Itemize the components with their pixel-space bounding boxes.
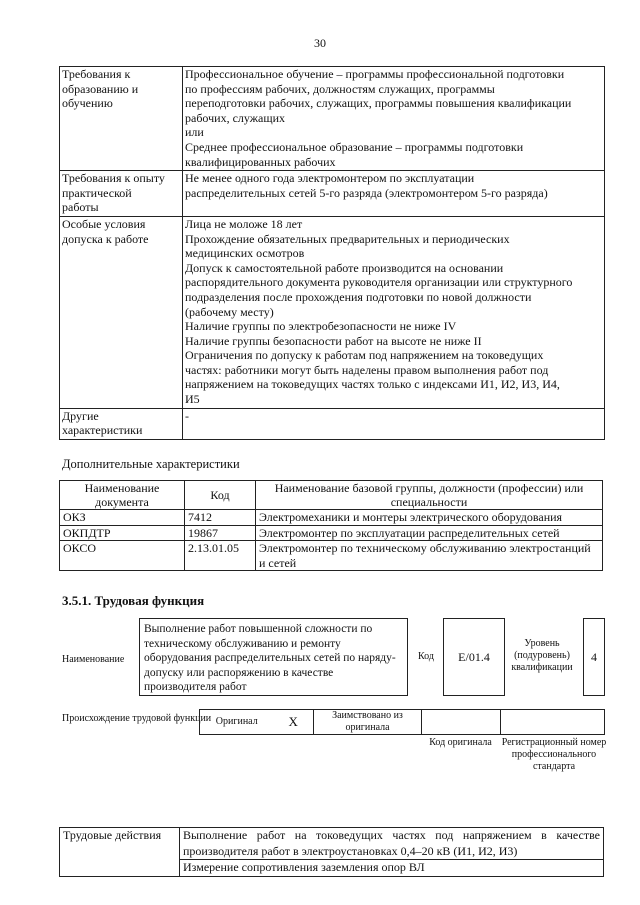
content-line: Ограничения по допуску к работам под напряжением на токоведущих bbox=[185, 348, 544, 363]
content-line: распределительных сетей 5-го разряда (электромонтером 5-го разряда) bbox=[185, 185, 548, 200]
code-original-label: Код оригинала bbox=[429, 737, 492, 748]
page-number: 30 bbox=[314, 36, 326, 50]
qualification-level-box: 4 bbox=[583, 618, 605, 696]
code-cell: 7412 bbox=[185, 510, 256, 526]
labor-action-item: Выполнение работ на токоведущих частях под напряжением в качестве производителя работ в электроустановках 0,4–20 кВ (И1, И2, И3) bbox=[180, 828, 604, 860]
requirement-label bbox=[60, 171, 183, 217]
header-group-name: Наименование базовой группы, должности (профессии) или специальности bbox=[256, 481, 603, 510]
requirement-label bbox=[60, 67, 183, 171]
requirement-content bbox=[183, 67, 605, 171]
group-name-cell: Электромонтер по эксплуатации распределительных сетей bbox=[256, 525, 603, 541]
table-row bbox=[60, 67, 605, 171]
label-line: Требования к bbox=[62, 67, 131, 81]
labor-actions-label: Трудовые действия bbox=[60, 828, 180, 877]
content-line: Допуск к самостоятельной работе производится на основании bbox=[185, 260, 504, 275]
requirement-content bbox=[183, 216, 605, 408]
content-line: Наличие группы безопасности работ на высоте не ниже II bbox=[185, 333, 482, 348]
header-code: Код bbox=[185, 481, 256, 510]
labor-actions-table bbox=[59, 827, 604, 877]
content-line: И5 bbox=[185, 392, 200, 407]
content-line: медицинских осмотров bbox=[185, 246, 305, 261]
content-line: (рабочему месту) bbox=[185, 304, 274, 319]
name-label: Наименование bbox=[62, 654, 125, 665]
borrowed-label: Заимствовано из оригинала bbox=[314, 710, 422, 735]
original-mark: X bbox=[274, 710, 314, 735]
content-line: Профессиональное обучение – программы профессиональной подготовки bbox=[185, 67, 565, 81]
requirement-content bbox=[183, 171, 605, 217]
content-line: - bbox=[185, 408, 189, 423]
requirement-label bbox=[60, 408, 183, 439]
content-line: частях: работники могут быть наделены правом выполнения работ под bbox=[185, 362, 549, 377]
origin-table bbox=[199, 709, 605, 735]
content-line: по профессиям рабочих, должностям служащих, программы bbox=[185, 81, 495, 96]
origin-label: Происхождение трудовой функции bbox=[62, 713, 212, 724]
label-line: обучению bbox=[62, 96, 113, 111]
label-line: Требования к опыту bbox=[62, 171, 165, 186]
code-label: Код bbox=[418, 651, 434, 662]
requirement-content bbox=[183, 408, 605, 439]
registration-number-label: Регистрационный номер профессионального стандарта bbox=[501, 737, 607, 772]
group-name-cell: Электромеханики и монтеры электрического оборудования bbox=[256, 510, 603, 526]
content-line: квалифицированных рабочих bbox=[185, 154, 336, 169]
additional-characteristics-table bbox=[59, 480, 603, 571]
qualification-level-label: Уровень (подуровень) квалификации bbox=[511, 638, 573, 673]
table-row bbox=[60, 408, 605, 439]
document-name-cell: ОКЗ bbox=[60, 510, 185, 526]
content-line: или bbox=[185, 125, 204, 140]
function-code-box: E/01.4 bbox=[443, 618, 505, 696]
table-row bbox=[60, 216, 605, 408]
label-line: характеристики bbox=[62, 423, 143, 438]
table-row bbox=[60, 828, 604, 860]
content-line: Среднее профессиональное образование – программы подготовки bbox=[185, 139, 524, 154]
content-line: напряжением на токоведущих частях только с индексами И1, И2, И3, И4, bbox=[185, 377, 560, 392]
group-name-cell: Электромонтер по техническому обслуживанию электростанций и сетей bbox=[256, 541, 603, 571]
table-row bbox=[60, 525, 603, 541]
requirement-label bbox=[60, 216, 183, 408]
document-name-cell: ОКПДТР bbox=[60, 525, 185, 541]
content-line: рабочих, служащих bbox=[185, 110, 286, 125]
content-line: Лица не моложе 18 лет bbox=[185, 216, 303, 231]
label-line: Особые условия bbox=[62, 216, 146, 231]
content-line: подразделения после прохождения подготовки по новой должности bbox=[185, 289, 532, 304]
content-line: переподготовки рабочих, служащих, программы повышения квалификации bbox=[185, 96, 572, 111]
table-header-row bbox=[60, 481, 603, 510]
label-line: работы bbox=[62, 200, 99, 215]
original-label: Оригинал bbox=[200, 710, 274, 735]
document-name-cell: ОКСО bbox=[60, 541, 185, 571]
function-name-box: Выполнение работ повышенной сложности по техническому обслуживанию и ремонту оборудования распределительных сетей по наряду-допуску или распоряжению в качестве производителя работ bbox=[139, 618, 408, 696]
labor-function-title: 3.5.1. Трудовая функция bbox=[62, 593, 205, 608]
label-line: практической bbox=[62, 185, 132, 200]
label-line: образованию и bbox=[62, 81, 139, 96]
code-cell: 2.13.01.05 bbox=[185, 541, 256, 571]
header-document-name: Наименование документа bbox=[60, 481, 185, 510]
reg-number-cell bbox=[501, 710, 605, 735]
requirements-table bbox=[59, 66, 605, 440]
content-line: Прохождение обязательных предварительных и периодических bbox=[185, 231, 510, 246]
table-row bbox=[60, 510, 603, 526]
code-cell: 19867 bbox=[185, 525, 256, 541]
label-line: допуска к работе bbox=[62, 231, 149, 246]
content-line: распорядительного документа руководителя организации или структурного bbox=[185, 275, 573, 290]
code-original-cell bbox=[422, 710, 501, 735]
label-line: Другие bbox=[62, 408, 99, 423]
content-line: Не менее одного года электромонтером по эксплуатации bbox=[185, 171, 475, 186]
additional-characteristics-title: Дополнительные характеристики bbox=[62, 457, 240, 471]
table-row bbox=[60, 541, 603, 571]
table-row bbox=[60, 171, 605, 217]
labor-action-item: Измерение сопротивления заземления опор ВЛ bbox=[180, 860, 604, 877]
content-line: Наличие группы по электробезопасности не ниже IV bbox=[185, 319, 457, 334]
